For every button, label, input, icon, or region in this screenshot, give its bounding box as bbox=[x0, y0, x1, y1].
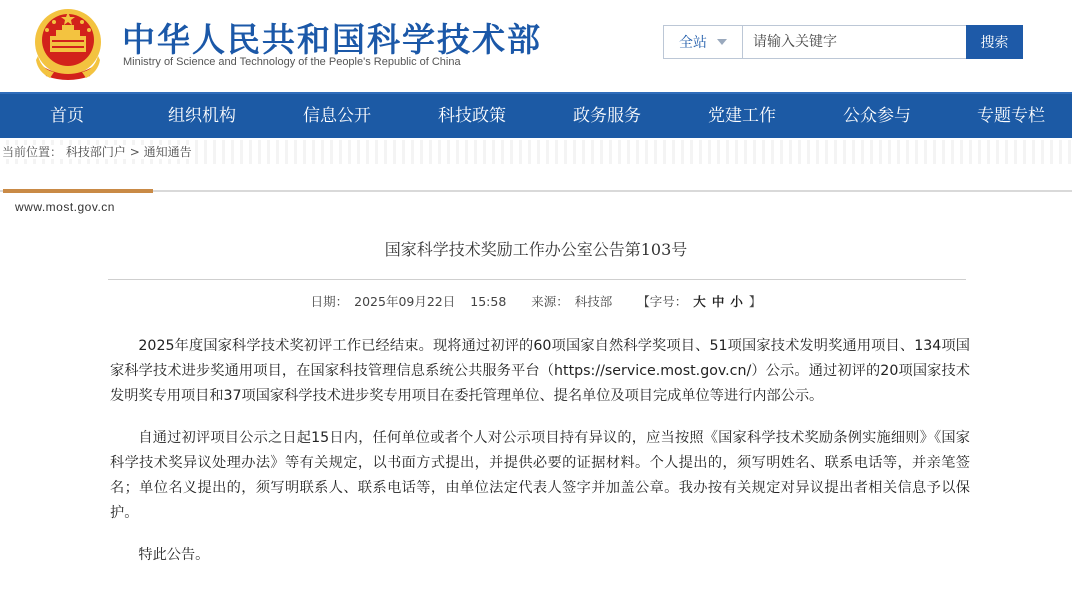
breadcrumb-separator: > bbox=[129, 145, 140, 159]
font-size-large[interactable]: 大 bbox=[693, 294, 706, 309]
nav-item-public-participation[interactable]: 公众参与 bbox=[843, 106, 911, 126]
nav-item-home[interactable]: 首页 bbox=[50, 106, 84, 126]
font-size-label: 【字号： bbox=[637, 294, 688, 309]
source-label: 来源： bbox=[531, 294, 569, 309]
main-nav bbox=[0, 92, 1072, 138]
date-label: 日期： bbox=[310, 294, 349, 309]
article-meta bbox=[0, 292, 1072, 310]
source-value: 科技部 bbox=[574, 294, 613, 309]
article-paragraph-1: 2025年度国家科学技术奖初评工作已经结束。现将通过初评的60项国家自然科学奖项目、51项国家技术发明奖通用项目、134项国家科学技术进步奖通用项目，在国家科技管理信息系统公共服务平台（https://service.most.gov.cn/）公示。通过初评的20项国家技术发明奖专用项目和37项国家科学技术进步奖专用项目在委托管理单位、提名单位及项目完成单位等进行内部公示。 bbox=[110, 338, 970, 404]
font-size-small[interactable]: 小 bbox=[730, 294, 743, 309]
article-closing: 特此公告。 bbox=[138, 547, 210, 563]
nav-item-party-building[interactable]: 党建工作 bbox=[708, 106, 776, 126]
nav-item-special-topics[interactable]: 专题专栏 bbox=[977, 106, 1045, 126]
national-emblem-icon[interactable] bbox=[32, 6, 104, 82]
site-title[interactable]: 中华人民共和国科学技术部 bbox=[122, 20, 542, 59]
nav-item-info-disclosure[interactable]: 信息公开 bbox=[303, 106, 371, 126]
breadcrumb-prefix: 当前位置： bbox=[2, 145, 63, 159]
site-subtitle: Ministry of Science and Technology of the People's Republic of China bbox=[123, 56, 461, 68]
search-scope-select[interactable] bbox=[663, 25, 742, 59]
article-accent-bar bbox=[3, 189, 153, 193]
article-top-rule bbox=[0, 190, 1072, 192]
publish-date: 2025年09月22日 bbox=[354, 294, 456, 309]
search-button[interactable]: 搜索 bbox=[966, 25, 1023, 59]
search-input[interactable] bbox=[742, 25, 988, 59]
breadcrumb-item-home[interactable]: 科技部门户 bbox=[65, 145, 126, 159]
title-divider bbox=[108, 279, 966, 280]
nav-item-policy[interactable]: 科技政策 bbox=[438, 106, 506, 126]
font-size-medium[interactable]: 中 bbox=[711, 294, 725, 309]
search-scope-label: 全站 bbox=[679, 35, 707, 51]
font-size-close: 】 bbox=[748, 294, 762, 309]
nav-item-services[interactable]: 政务服务 bbox=[573, 106, 641, 126]
publish-time: 15:58 bbox=[470, 294, 507, 309]
article-title: 国家科学技术奖励工作办公室公告第103号 bbox=[384, 240, 688, 259]
nav-item-organization[interactable]: 组织机构 bbox=[168, 106, 236, 126]
article-body bbox=[110, 334, 970, 585]
article-paragraph-2: 自通过初评项目公示之日起15日内，任何单位或者个人对公示项目持有异议的，应当按照《国家科学技术奖励条例实施细则》《国家科学技术奖异议处理办法》等有关规定，以书面方式提出，并提供必要的证据材料。个人提出的，须写明姓名、联系电话等，并亲笔签名；单位名义提出的，须写明联系人、联系电话等，由单位法定代表人签字并加盖公章。我办按有关规定对异议提出者相关信息予以保护。 bbox=[110, 430, 970, 521]
chevron-down-icon bbox=[717, 39, 727, 45]
breadcrumb bbox=[0, 140, 1072, 164]
site-domain: www.most.gov.cn bbox=[15, 200, 115, 214]
breadcrumb-item-notices[interactable]: 通知通告 bbox=[143, 145, 192, 159]
site-header bbox=[0, 0, 1072, 92]
search-box bbox=[663, 25, 1023, 59]
